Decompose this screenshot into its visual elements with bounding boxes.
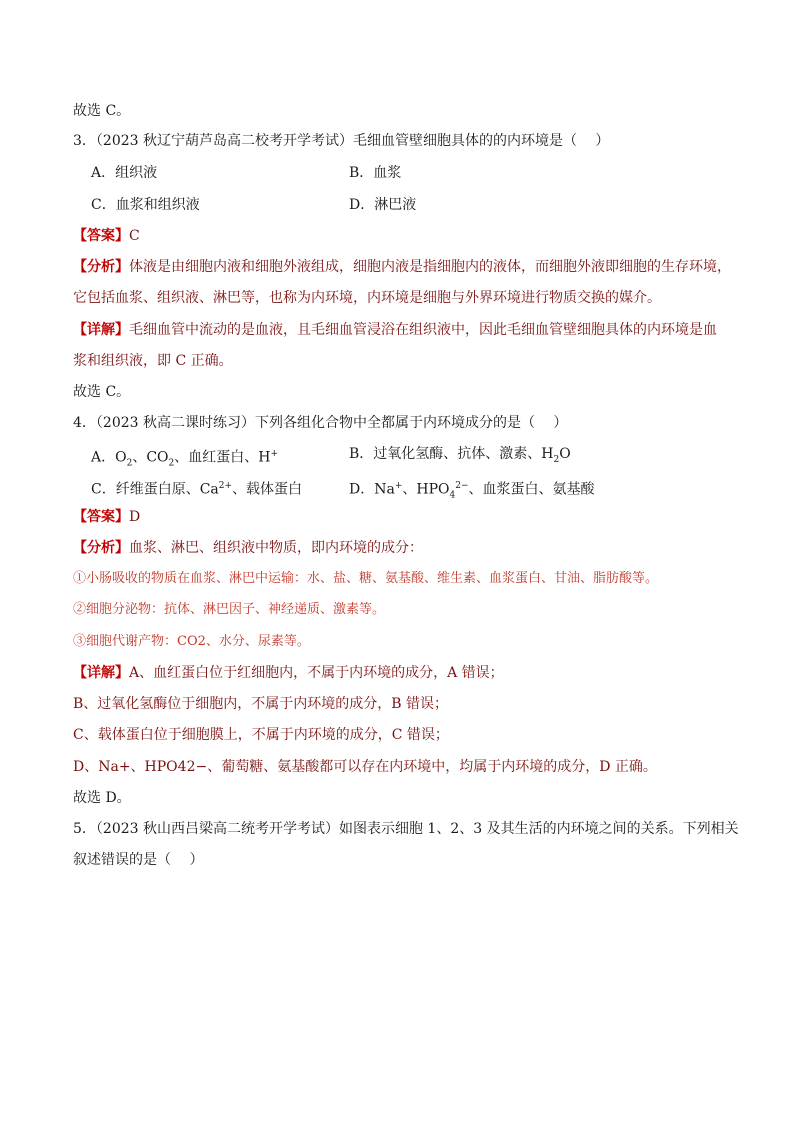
q5-stem-line-1: 5．（2023 秋山西吕梁高二统考开学考试）如图表示细胞 1、2、3 及其生活的内环境之间的关系。下列相关 (73, 821, 739, 837)
analysis-tag: 【分析】 (73, 540, 129, 556)
q4-option-c (91, 476, 302, 500)
q4-option-a-part2: 、CO (132, 449, 169, 466)
prev-answer-conclusion: 故选 C。 (73, 103, 131, 119)
q4-option-c-part2: 、载体蛋白 (232, 481, 303, 498)
q4-detail-line-2: B、过氧化氢酶位于细胞内，不属于内环境的成分，B 错误； (73, 696, 449, 712)
q4-option-c-part1: C．纤维蛋白原、Ca (91, 481, 219, 498)
q5-stem-line-2: 叙述错误的是（ ） (73, 852, 204, 868)
q3-detail-line-2: 浆和组织液，即 C 正确。 (73, 353, 233, 369)
q4-option-b-part1: B．过氧化氢酶、抗体、激素、H (349, 446, 554, 462)
q4-detail-text-1: A、血红蛋白位于红细胞内，不属于内环境的成分，A 错误； (129, 665, 504, 681)
q4-stem: 4．（2023 秋高二课时练习）下列各组化合物中全都属于内环境成分的是（ ） (73, 415, 568, 431)
q3-option-c: C．血浆和组织液 (91, 197, 200, 213)
answer-tag: 【答案】 (73, 509, 129, 525)
q3-option-b: B．血浆 (349, 165, 402, 181)
analysis-tag: 【分析】 (73, 259, 129, 275)
superscript-plus: + (394, 481, 403, 491)
q4-option-a-part3: 、血红蛋白、H (174, 449, 271, 466)
q4-option-a (91, 444, 278, 473)
subscript-2: 2 (553, 454, 560, 465)
subscript-4: 4 (449, 490, 456, 501)
q4-detail-line-4: D、Na+、HPO42−、葡萄糖、氨基酸都可以存在内环境中，均属于内环境的成分，D 正确。 (73, 759, 657, 775)
q3-option-d: D．淋巴液 (349, 197, 417, 213)
superscript-2plus: 2+ (218, 481, 233, 491)
q4-detail-line-1 (73, 663, 754, 683)
subscript-2: 2 (126, 458, 133, 469)
q4-option-a-part1: A．O (91, 449, 127, 466)
subscript-2: 2 (168, 458, 175, 469)
answer-tag: 【答案】 (73, 228, 129, 244)
q4-point-2: ②细胞分泌物：抗体、淋巴因子、神经递质、激素等。 (73, 602, 386, 617)
q4-detail-line-3: C、载体蛋白位于细胞膜上，不属于内环境的成分，C 错误； (73, 727, 449, 743)
q4-option-b-part2: O (559, 446, 571, 462)
q4-analysis-text: 血浆、淋巴、组织液中物质，即内环境的成分： (129, 540, 423, 556)
detail-tag: 【详解】 (73, 322, 129, 338)
q4-conclusion: 故选 D。 (73, 790, 131, 806)
q3-detail-text-1: 毛细血管中流动的是血液，且毛细血管浸浴在组织液中，因此毛细血管壁细胞具体的内环境是血 (129, 322, 717, 338)
q3-analysis-line-2: 它包括血浆、组织液、淋巴等，也称为内环境，内环境是细胞与外界环境进行物质交换的媒介。 (73, 290, 661, 306)
q4-point-3: ③细胞代谢产物：CO2、水分、尿素等。 (73, 634, 310, 649)
q3-stem: 3．（2023 秋辽宁葫芦岛高二校考开学考试）毛细血管壁细胞具体的的内环境是（ ） (73, 133, 610, 149)
q3-detail-line-1 (73, 320, 754, 340)
q3-analysis-text-1: 体液是由细胞内液和细胞外液组成，细胞内液是指细胞内的液体，而细胞外液即细胞的生存环境， (129, 259, 731, 275)
q4-answer-value: D (129, 509, 141, 525)
q4-option-d-part3: 、血浆蛋白、氨基酸 (468, 481, 595, 498)
q3-conclusion: 故选 C。 (73, 384, 131, 400)
q3-answer-value: C (129, 228, 140, 244)
q4-point-1: ①小肠吸收的物质在血浆、淋巴中运输：水、盐、糖、氨基酸、维生素、血浆蛋白、甘油、脂肪酸等。 (73, 571, 659, 586)
q4-option-d (349, 476, 595, 505)
q4-answer-line (73, 507, 754, 527)
superscript-2minus: 2− (455, 481, 469, 491)
q4-option-b (349, 444, 571, 470)
q4-option-d-part1: D．Na (349, 481, 395, 498)
q3-option-a: A．组织液 (91, 165, 158, 181)
q4-analysis-line (73, 538, 754, 558)
q3-analysis-line-1 (73, 257, 754, 277)
superscript-plus: + (270, 449, 279, 459)
detail-tag: 【详解】 (73, 665, 129, 681)
q3-answer-line (73, 226, 754, 246)
q4-option-d-part2: 、HPO (402, 481, 450, 498)
